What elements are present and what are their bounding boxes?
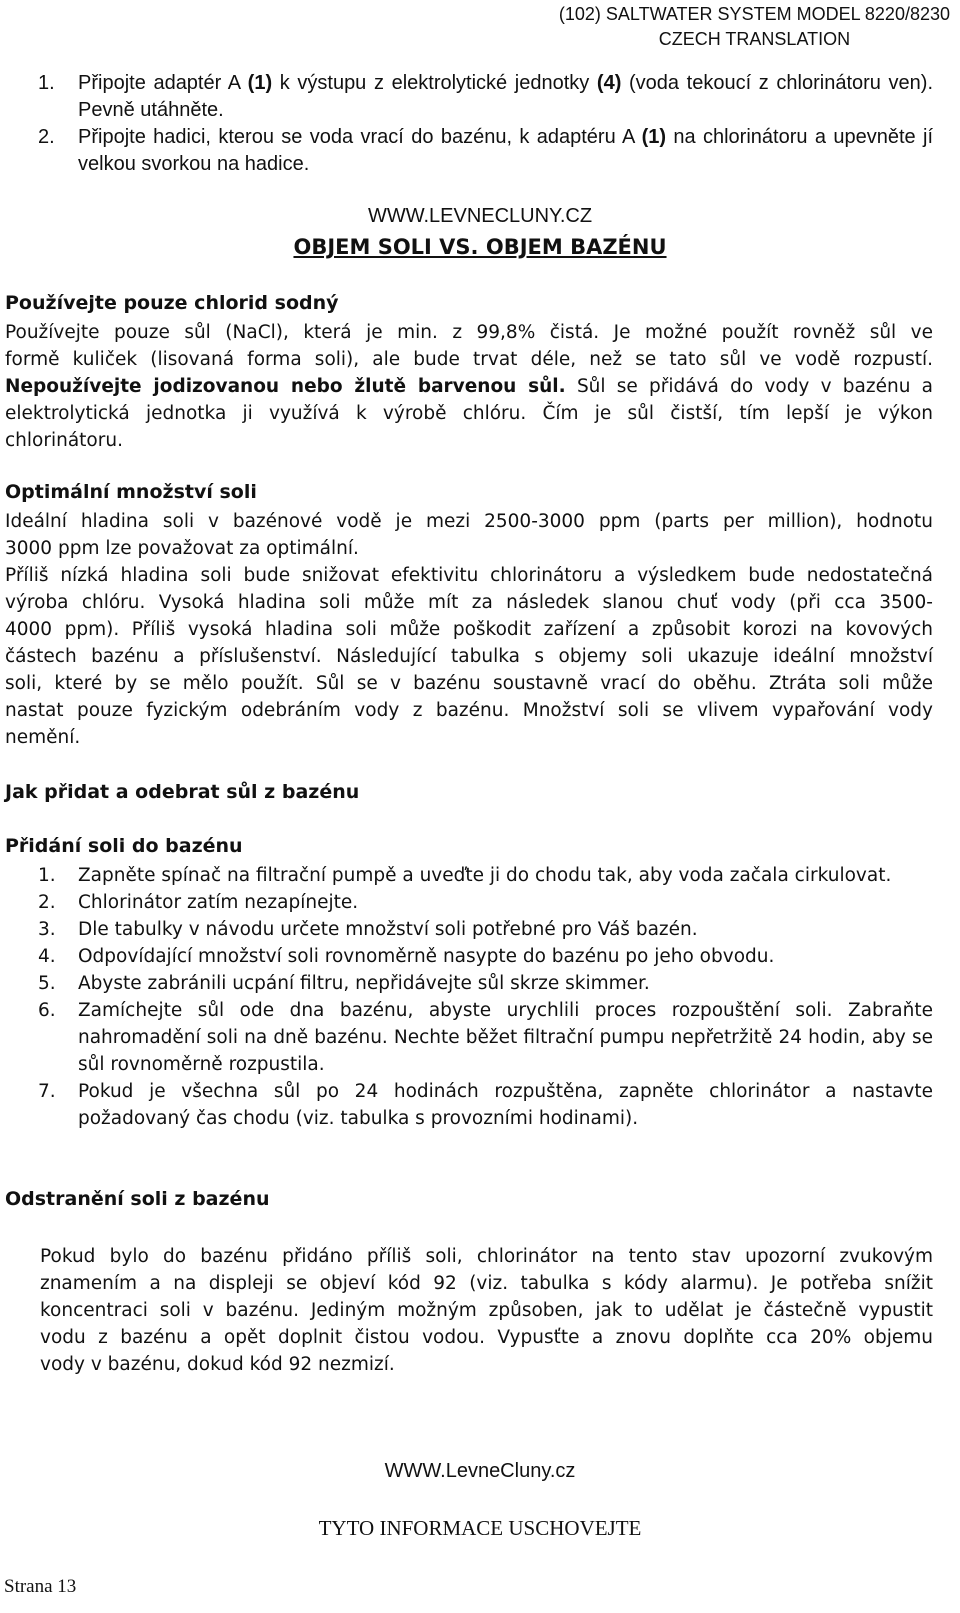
- heading-optimal-salt: Optimální množství soli: [5, 481, 257, 503]
- adding-step: 3. Dle tabulky v návodu určete množství soli potřebné pro Váš bazén.: [38, 919, 698, 940]
- step-number: 1.: [38, 72, 55, 94]
- top-steps-list: [38, 70, 933, 178]
- heading-sodium-chloride: Používejte pouze chlorid sodný: [5, 292, 339, 314]
- top-step: 1. Připojte adaptér A (1) k výstupu z elektrolytické jednotky (4) (voda tekoucí z chlorinátoru ven). Pevně utáhněte.: [38, 72, 933, 121]
- adding-step: 6. Zamíchejte sůl ode dna bazénu, abyste urychlili proces rozpouštění soli. Zabraňte nahromadění soli na dně bazénu. Nechte běžet filtrační pumpu nepřetržitě 24 hodin, aby se sůl rovnoměrně rozpustila.: [38, 1000, 933, 1075]
- page-header: [559, 2, 950, 52]
- footer-keep-notice: TYTO INFORMACE USCHOVEJTE: [318, 1516, 642, 1540]
- paragraph-removing-salt: Pokud bylo do bazénu přidáno příliš soli, chlorinátor na tento stav upozorní zvukovým znamením a na displeji se objeví kód 92 (viz. tabulka s kódy alarmu). Je potřeba snížit koncentraci soli v bazénu. Jediným možným způsoben, jak to udělat je částečně vypustit vodu z bazénu a opět doplnit čistou vodou. Vypusťte a znovu doplňte cca 20% objemu vody v bazénu, dokud kód 92 nezmizí.: [40, 1246, 933, 1375]
- heading-add-remove-salt: Jak přidat a odebrat sůl z bazénu: [5, 781, 360, 803]
- paragraph-sodium-chloride: Používejte pouze sůl (NaCl), která je min. z 99,8% čistá. Je možné použít rovněž sůl ve formě kuliček (lisovaná forma soli), ale bude trvat déle, než se tato sůl ve vodě rozpustí. Nepoužívejte jodizovanou nebo žlutě barvenou sůl. Sůl se přidává do vody v bazénu a elektrolytická jednotka ji využívá k výrobě chlóru. Čím je sůl čistší, tím lepší je výkon chlorinátoru.: [5, 322, 933, 451]
- paragraph-optimal-salt: Ideální hladina soli v bazénové vodě je mezi 2500-3000 ppm (parts per million), hodnotu 3000 ppm lze považovat za optimální. Příliš nízká hladina soli bude snižovat efektivitu chlorinátoru a výsledkem bude nedostatečná výroba chlóru. Vysoká hladina soli může mít za následek slanou chuť vody (při cca 3500- 4000 ppm). Příliš vysoká hladina soli může poškodit zařízení a způsobit korozi na kovových částech bazénu a příslušenství. Následující tabulka s objemy soli ukazuje ideální množství soli, které by se mělo použít. Sůl se v bazénu soustavně vrací do oběhu. Ztráta soli může nastat pouze fyzickým odebráním vody z bazénu. Množství soli se vlivem vypařování vody nemění.: [5, 511, 933, 748]
- adding-step: 4. Odpovídající množství soli rovnoměrně nasypte do bazénu po jeho obvodu.: [38, 946, 775, 967]
- adding-salt-steps: [38, 862, 933, 1132]
- heading-adding-salt: Přidání soli do bazénu: [5, 835, 243, 857]
- warning-bold: Nepoužívejte jodizovanou nebo žlutě barvenou sůl.: [5, 376, 566, 397]
- main-title: OBJEM SOLI VS. OBJEM BAZÉNU: [293, 235, 667, 259]
- site-url: WWW.LEVNECLUNY.CZ: [367, 205, 593, 227]
- adding-step: 5. Abyste zabránili ucpání filtru, nepřidávejte sůl skrze skimmer.: [38, 973, 650, 994]
- top-step: 2. Připojte hadici, kterou se voda vrací do bazénu, k adaptéru A (1) na chlorinátoru a upevněte jí velkou svorkou na hadice.: [38, 126, 934, 175]
- adding-step: 7. Pokud je všechna sůl po 24 hodinách rozpuštěna, zapněte chlorinátor a nastavte požadovaný čas chodu (viz. tabulka s provozními hodinami).: [38, 1081, 933, 1129]
- header-line-1: (102) SALTWATER SYSTEM MODEL 8220/8230: [558, 4, 950, 24]
- adding-step: 1. Zapněte spínač na filtrační pumpě a uveďte ji do chodu tak, aby voda začala cirkulovat.: [38, 865, 892, 886]
- step-number: 2.: [38, 126, 55, 148]
- header-line-2: CZECH TRANSLATION: [658, 29, 851, 49]
- heading-removing-salt: Odstranění soli z bazénu: [5, 1188, 270, 1210]
- adding-step: 2. Chlorinátor zatím nezapínejte.: [38, 892, 359, 913]
- page-number: Strana 13: [4, 1576, 77, 1597]
- footer-url: WWW.LevneCluny.cz: [384, 1460, 576, 1482]
